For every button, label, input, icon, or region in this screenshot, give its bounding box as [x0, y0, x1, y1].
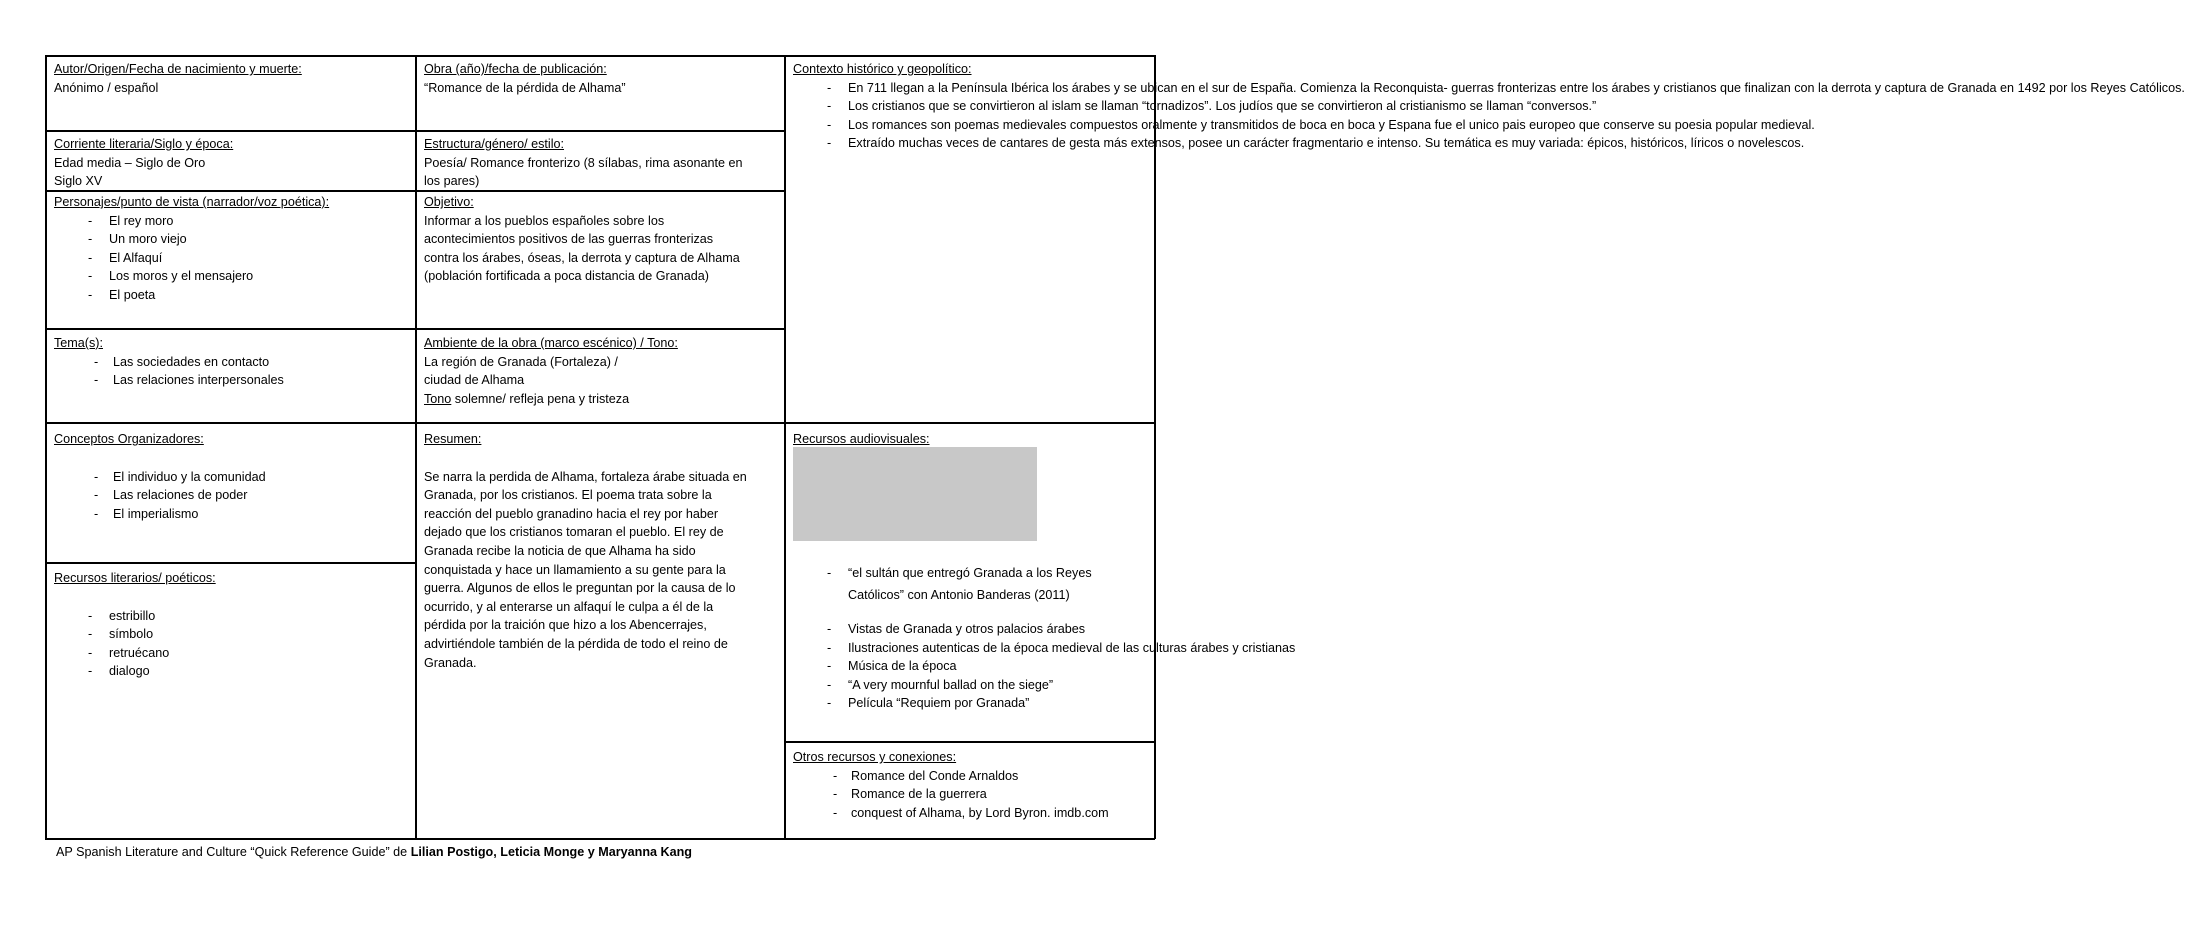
corriente-line: Edad media – Siglo de Oro — [54, 155, 206, 170]
list-item: - símbolo — [88, 627, 154, 642]
conceptos-cell — [46, 428, 415, 523]
obra-heading: Obra (año)/fecha de publicación: — [424, 62, 607, 76]
resumen-line: reacción del pueblo granadino hacia el rey por haber — [424, 506, 719, 521]
list-item: - Extraído muchas veces de cantares de gesta más extensos, posee un carácter fragmentario e intenso. Su temática es muy variada: épicos, históricos, líricos o novelescos. — [827, 136, 1805, 151]
list-item: - El Alfaquí — [88, 250, 163, 265]
list-item: - retruécano — [88, 645, 170, 660]
list-item: - El poeta — [88, 287, 156, 302]
row-divider — [45, 130, 416, 132]
ambiente-heading: Ambiente de la obra (marco escénico) / Tono: — [424, 336, 678, 350]
list-item: - conquest of Alhama, by Lord Byron. imdb.com — [833, 805, 1109, 820]
tono-value: solemne/ refleja pena y tristeza — [451, 391, 630, 406]
resumen-heading: Resumen: — [424, 432, 482, 446]
recursos-literarios-cell — [46, 567, 415, 681]
resumen-line: conquistada y hace un llamamiento a su gente para la — [424, 562, 726, 577]
resumen-line: dejado que los cristianos tomaran el pueblo. El rey de — [424, 525, 724, 540]
footer-credit — [56, 843, 692, 862]
footer-prefix: AP Spanish Literature and Culture “Quick Reference Guide” de — [56, 845, 411, 859]
table-border-top — [45, 55, 1155, 57]
resumen-line: Granada. — [424, 655, 477, 670]
objetivo-cell — [416, 191, 784, 286]
table-border-bottom — [45, 838, 1155, 840]
contexto-heading: Contexto histórico y geopolítico: — [793, 62, 972, 76]
row-divider — [45, 328, 785, 330]
obra-cell — [416, 58, 784, 97]
list-item: - Las sociedades en contacto — [94, 354, 270, 369]
tono-label: Tono — [424, 391, 452, 406]
row-divider — [415, 130, 785, 132]
list-item: - El rey moro — [88, 213, 174, 228]
resumen-line: guerra. Algunos de ellos le preguntan por la causa de lo — [424, 581, 736, 596]
list-item: - En 711 llegan a la Península Ibérica los árabes y se ubican en el sur de España. Comienza la Reconquista- guerras fronterizas entre los árabes y cristianos que finalizan con la derrota y captura de Granada en 1492 por los Reyes Católicos. — [827, 80, 2185, 95]
personajes-cell — [46, 191, 415, 305]
list-item: - “A very mournful ballad on the siege” — [827, 677, 1054, 692]
corriente-heading: Corriente literaria/Siglo y época: — [54, 137, 234, 151]
audiovisuales-list-cell — [785, 560, 1296, 713]
list-item: - Los romances son poemas medievales compuestos oralmente y transmitidos de boca en boca y Espana fue el unico pais europeo que conserve su poesia popular medieval. — [827, 117, 1815, 132]
list-item: - Música de la época — [827, 659, 957, 674]
tono-line — [424, 390, 776, 409]
objetivo-line: Informar a los pueblos españoles sobre los — [424, 213, 665, 228]
footer-authors: Lilian Postigo, Leticia Monge y Maryanna Kang — [410, 845, 692, 859]
list-item: - estribillo — [88, 608, 156, 623]
audiovisuales-heading: Recursos audiovisuales: — [793, 432, 930, 446]
autor-value: Anónimo / español — [54, 80, 159, 95]
estructura-line: Poesía/ Romance fronterizo (8 sílabas, rima asonante en — [424, 155, 743, 170]
list-item: - Romance de la guerrera — [833, 787, 987, 802]
list-item: - Ilustraciones autenticas de la época medieval de las culturas árabes y cristianas — [827, 640, 1296, 655]
list-item: - Romance del Conde Arnaldos — [833, 768, 1019, 783]
tema-cell — [46, 332, 415, 390]
list-item: - “el sultán que entregó Granada a los Reyes — [827, 566, 1092, 580]
list-item: - El individuo y la comunidad — [94, 469, 266, 484]
list-item: - dialogo — [88, 664, 150, 679]
list-item: - Las relaciones interpersonales — [94, 373, 284, 388]
objetivo-line: (población fortificada a poca distancia de Granada) — [424, 269, 709, 284]
list-item: Católicos” con Antonio Banderas (2011) — [848, 588, 1070, 602]
personajes-list — [54, 212, 407, 305]
resumen-line: pérdida por la traición que hizo a los Abencerrajes, — [424, 618, 707, 633]
audiovisuales-list — [793, 562, 1146, 606]
objetivo-line: acontecimientos positivos de las guerras fronterizas — [424, 232, 714, 247]
list-item: - Película “Requiem por Granada” — [827, 696, 1030, 711]
row-divider — [784, 741, 1155, 743]
otros-heading: Otros recursos y conexiones: — [793, 750, 957, 764]
audiovisuales-list-2 — [793, 620, 1296, 713]
alhambra-landscape-photo — [793, 447, 912, 541]
ambiente-line: La región de Granada (Fortaleza) / — [424, 354, 618, 369]
otros-list — [793, 767, 1146, 823]
obra-value: “Romance de la pérdida de Alhama” — [424, 80, 626, 95]
list-item: - El imperialismo — [94, 506, 199, 521]
corriente-cell — [46, 133, 415, 191]
otros-cell — [785, 746, 1154, 822]
list-item: - Un moro viejo — [88, 232, 187, 247]
autor-heading: Autor/Origen/Fecha de nacimiento y muerte: — [54, 62, 302, 76]
personajes-heading: Personajes/punto de vista (narrador/voz poética): — [54, 195, 330, 209]
list-item: - Los moros y el mensajero — [88, 269, 254, 284]
audiovisuales-cell — [785, 428, 1154, 449]
list-item: - Vistas de Granada y otros palacios árabes — [827, 622, 1086, 636]
resumen-line: Se narra la perdida de Alhama, fortaleza árabe situada en — [424, 469, 747, 484]
resumen-line: ocurrido, y al enterarse un alfaquí le culpa a él de la — [424, 599, 714, 614]
corriente-line: Siglo XV — [54, 174, 103, 189]
list-item: - Las relaciones de poder — [94, 488, 248, 503]
row-divider — [45, 562, 416, 564]
objetivo-line: contra los árabes, óseas, la derrota y captura de Alhama — [424, 250, 740, 265]
recursos-literarios-list — [54, 607, 407, 681]
ambiente-line: ciudad de Alhama — [424, 373, 525, 388]
list-item: - Los cristianos que se convirtieron al islam se llaman “tornadizos”. Los judíos que se convirtieron al cristianismo se llaman “conversos.” — [827, 99, 1597, 114]
contexto-list — [793, 79, 2185, 153]
alhambra-arches-photo — [912, 447, 1037, 541]
resumen-line: Granada recibe la noticia de que Alhama ha sido — [424, 543, 696, 558]
conceptos-list — [54, 468, 407, 524]
conceptos-heading: Conceptos Organizadores: — [54, 432, 204, 446]
estructura-heading: Estructura/género/ estilo: — [424, 137, 565, 151]
estructura-line: los pares) — [424, 174, 480, 189]
estructura-cell — [416, 133, 784, 191]
table-border-right — [1154, 55, 1156, 839]
recursos-literarios-heading: Recursos literarios/ poéticos: — [54, 571, 216, 585]
row-divider — [45, 422, 1155, 424]
contexto-cell — [785, 58, 2185, 153]
tema-heading: Tema(s): — [54, 336, 103, 350]
autor-cell — [46, 58, 415, 97]
ambiente-cell — [416, 332, 784, 408]
resumen-line: advirtiéndole también de la pérdida de todo el reino de — [424, 636, 728, 651]
objetivo-heading: Objetivo: — [424, 195, 474, 209]
resumen-line: Granada, por los cristianos. El poema trata sobre la — [424, 488, 712, 503]
tema-list — [54, 353, 407, 390]
resumen-cell — [416, 428, 784, 672]
